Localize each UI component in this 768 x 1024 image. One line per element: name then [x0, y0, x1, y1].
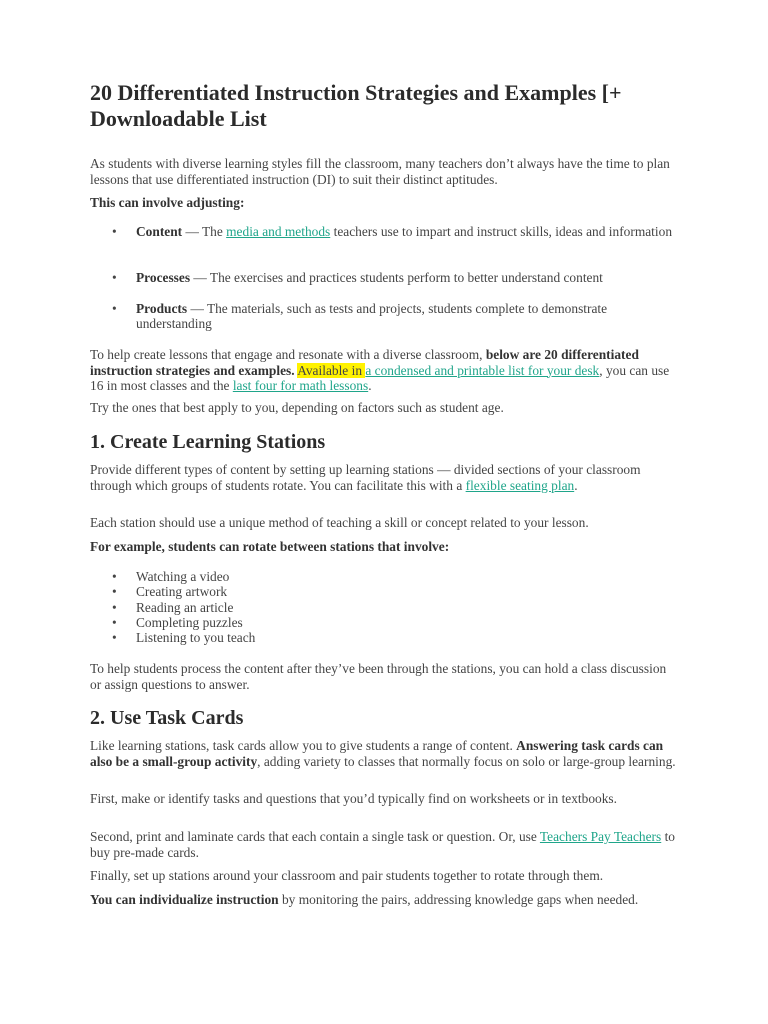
section2-paragraph-1: Like learning stations, task cards allow you to give students a range of content. Answering task cards can also be a small-group activity, adding variety to classes that normally focus on solo or large-group learning.: [90, 738, 676, 769]
bullet: •: [112, 301, 117, 316]
section2-paragraph-5: You can individualize instruction by monitoring the pairs, addressing knowledge gaps when needed.: [90, 892, 639, 907]
bullet: •: [112, 599, 117, 615]
printable-list-link[interactable]: a condensed and printable list for your desk: [365, 362, 600, 378]
section2-paragraph-4: Finally, set up stations around your classroom and pair students together to rotate through them.: [90, 868, 604, 883]
section1-paragraph-4: To help students process the content after they’ve been through the stations, you can hold a class discussion or assign questions to answer.: [90, 661, 667, 692]
bullet: •: [112, 584, 117, 600]
stations-list: [90, 569, 680, 645]
list-item: • Completing puzzles: [112, 614, 243, 630]
intro-paragraph: As students with diverse learning styles fill the classroom, many teachers don’t always have the time to plan lessons that use differentiated instruction (DI) to suit their distinct aptitudes.: [90, 156, 670, 187]
help-paragraph: To help create lessons that engage and resonate with a diverse classroom, below are 20 differentiated instruction strategies and examples. Available in a condensed and printable list for your desk, you can use 16 in most classes and the last four for math lessons.: [90, 347, 670, 393]
list-item-processes: • Processes — The exercises and practices students perform to better understand content: [112, 270, 603, 285]
teachers-pay-teachers-link[interactable]: Teachers Pay Teachers: [539, 829, 662, 844]
adjust-list: [90, 270, 680, 285]
adjust-list: [90, 224, 680, 239]
section2-paragraph-2: First, make or identify tasks and questions that you’d typically find on worksheets or in textbooks.: [90, 791, 617, 806]
section2-paragraph-3: Second, print and laminate cards that each contain a single task or question. Or, use Teachers Pay Teachers to buy pre-made cards.: [90, 829, 675, 860]
page-title: 20 Differentiated Instruction Strategies and Examples [+ Downloadable List: [90, 80, 622, 131]
bullet: •: [112, 630, 117, 646]
list-item-products: • Products — The materials, such as tests and projects, students complete to demonstrate understanding: [112, 301, 608, 332]
bullet: •: [112, 614, 117, 630]
section1-paragraph-1: Provide different types of content by setting up learning stations — divided sections of your classroom through which groups of students rotate. You can facilitate this with a flexible seating plan.: [90, 462, 641, 493]
section-heading-2: 2. Use Task Cards: [90, 707, 244, 729]
math-lessons-link[interactable]: last four for math lessons: [232, 378, 369, 393]
bullet: •: [112, 270, 117, 285]
section1-paragraph-2: Each station should use a unique method of teaching a skill or concept related to your lesson.: [90, 515, 589, 530]
section1-paragraph-3: For example, students can rotate between stations that involve:: [90, 539, 450, 554]
section-heading-1: 1. Create Learning Stations: [90, 431, 326, 453]
list-item-content: • Content — The media and methods teachers use to impart and instruct skills, ideas and information: [112, 224, 673, 239]
flexible-seating-link[interactable]: flexible seating plan: [465, 477, 575, 493]
list-item: • Reading an article: [112, 599, 234, 615]
list-item: • Creating artwork: [112, 584, 228, 600]
list-item: • Listening to you teach: [112, 630, 256, 646]
try-paragraph: Try the ones that best apply to you, depending on factors such as student age.: [90, 400, 504, 415]
bullet: •: [112, 224, 117, 239]
media-and-methods-link[interactable]: media and methods: [226, 224, 331, 239]
bullet: •: [112, 569, 117, 584]
adjust-list: [90, 301, 680, 332]
highlight-available: Available in: [297, 362, 366, 378]
adjusting-heading: This can involve adjusting:: [90, 195, 245, 210]
list-item: • Watching a video: [112, 569, 230, 584]
